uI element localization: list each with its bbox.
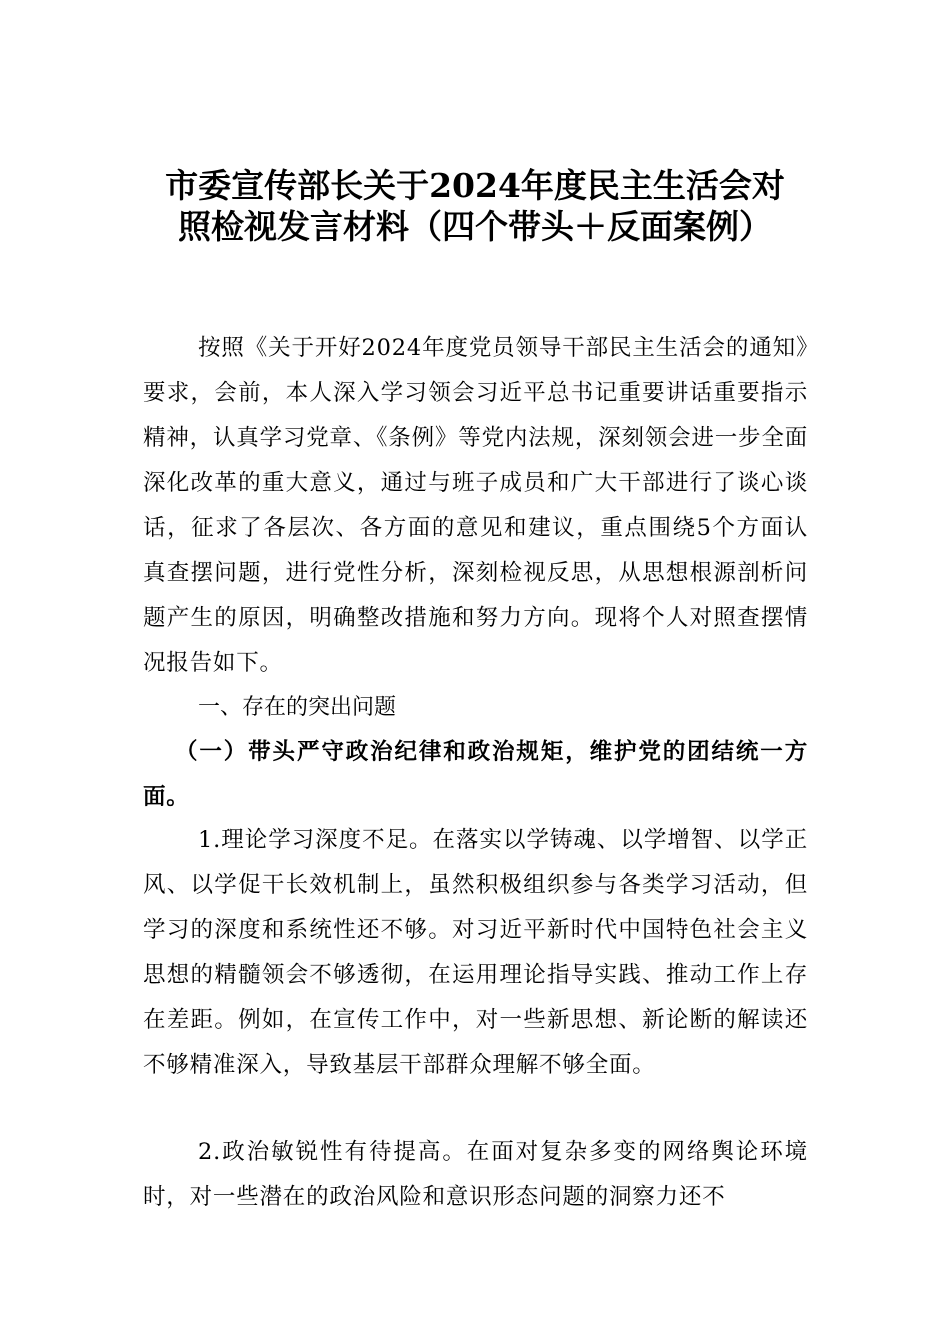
section-heading: 一、存在的突出问题 xyxy=(198,695,397,720)
paragraph-2: 2.政治敏锐性有待提高。在面对复杂多变的网络舆论环境时，对一些潜在的政治风险和意识形态问题的洞察力还不 xyxy=(143,1139,808,1210)
document-title-line-1: 市委宣传部长关于2024年度民主生活会对 xyxy=(165,166,785,205)
intro-paragraph: 按照《关于开好2024年度党员领导干部民主生活会的通知》要求，会前，本人深入学习领会习近平总书记重要讲话重要指示精神，认真学习党章、《条例》等党内法规，深刻领会进一步全面深化改革的重大意义，通过与班子成员和广大干部进行了谈心谈话，征求了各层次、各方面的意见和建议，重点围绕5个方面认真查摆问题，进行党性分析，深刻检视反思，从思想根源剖析问题产生的原因，明确整改措施和努力方向。现将个人对照查摆情况报告如下。 xyxy=(143,335,808,676)
subsection-heading: （一）带头严守政治纪律和政治规矩，维护党的团结统一方面。 xyxy=(143,739,808,810)
paragraph-1: 1.理论学习深度不足。在落实以学铸魂、以学增智、以学正风、以学促干长效机制上，虽然积极组织参与各类学习活动，但学习的深度和系统性还不够。对习近平新时代中国特色社会主义思想的精髓领会不够透彻，在运用理论指导实践、推动工作上存在差距。例如，在宣传工作中，对一些新思想、新论断的解读还不够精准深入，导致基层干部群众理解不够全面。 xyxy=(143,827,808,1078)
document-title-line-2: 照检视发言材料（四个带头＋反面案例） xyxy=(178,207,772,246)
